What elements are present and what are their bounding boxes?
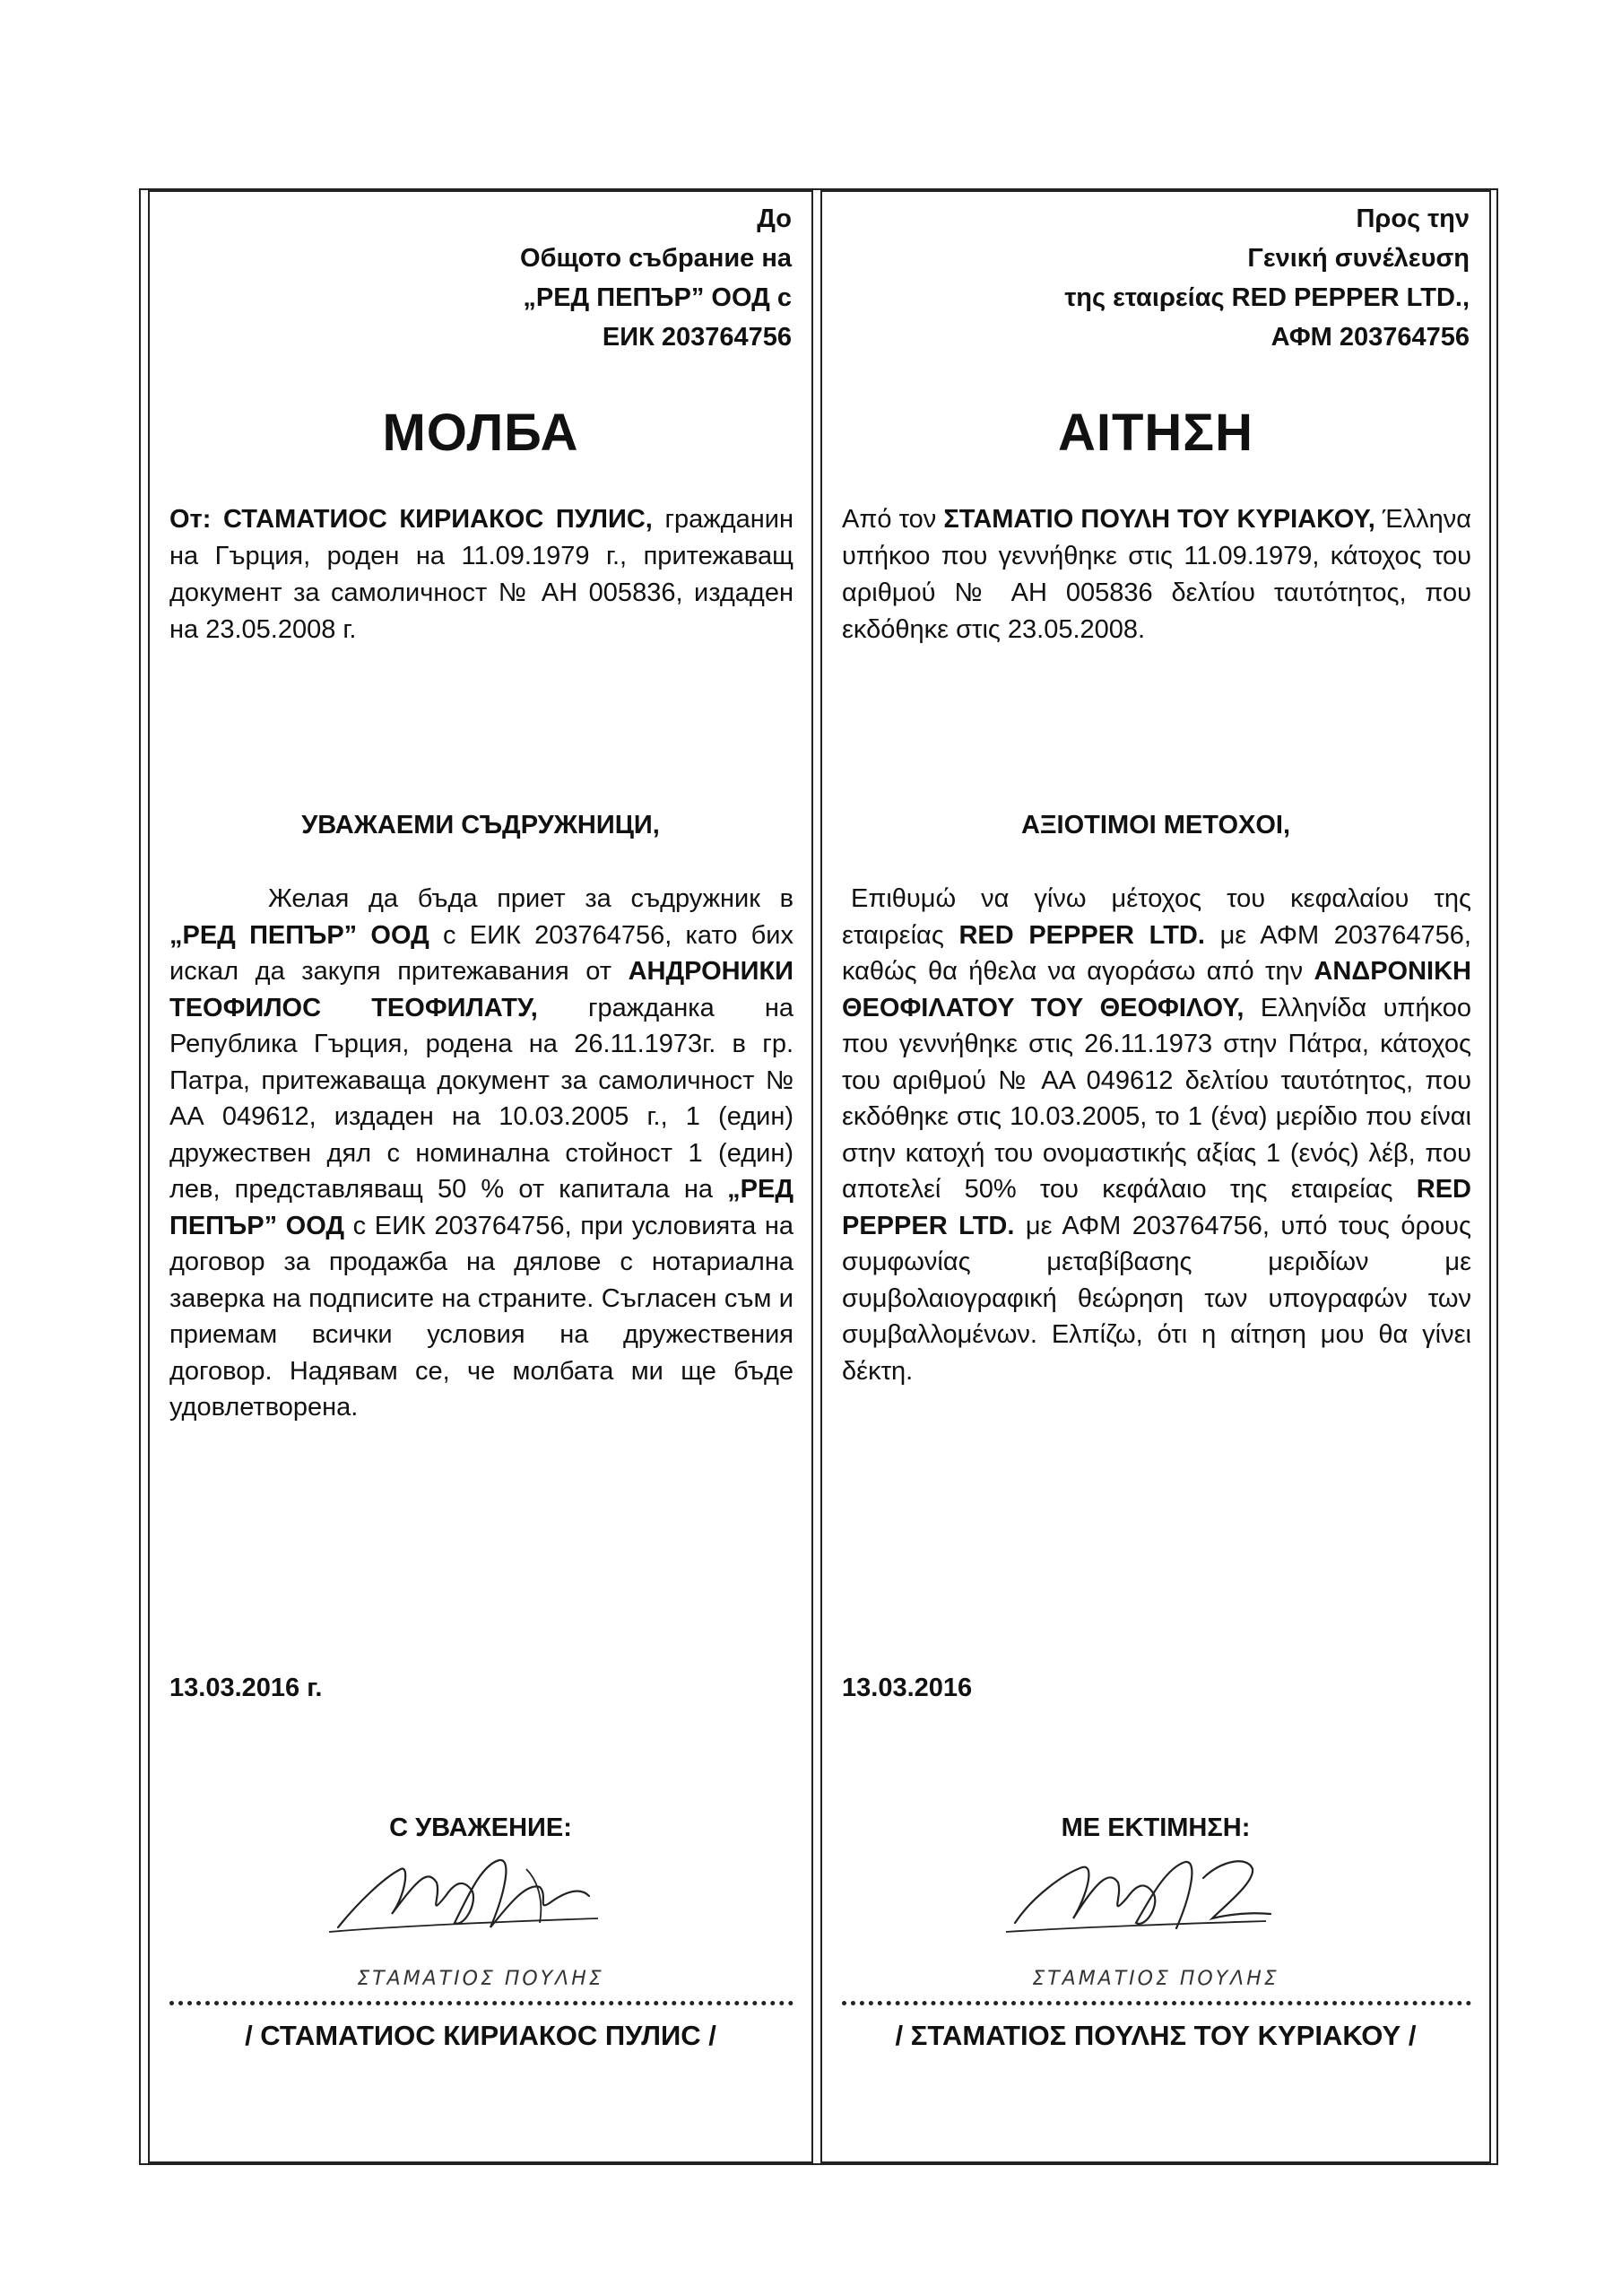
closing: ΜΕ ΕΚΤΙΜΗΣΗ: (1061, 1813, 1251, 1842)
request-body (169, 881, 793, 1426)
signature-image (993, 1842, 1279, 1950)
signature-dotted-line (169, 2001, 793, 2005)
addressee-line: ЕИК 203764756 (602, 323, 792, 352)
company-name: RED PEPPER LTD. (842, 1175, 1471, 1240)
body-text: гражданка на Република Гърция, родена на 26.11.1973г. в гр. Патра, притежаваща документ за самоличност № АА 049612, издаден на 10.03.2005 г., 1 (един) дружествен дял с номинална стойност 1 (един) лев, представляващ 50 % от капитала на (169, 993, 793, 1204)
handwritten-name: ΣΤΑΜΑΤΙΟΣ ΠΟΥΛΗΣ (357, 1968, 604, 1990)
document-title: ΑΙΤΗΣΗ (1057, 404, 1253, 462)
seller-name: ΑΝΔΡΟΝΙΚΗ ΘΕΟΦΙΛΑΤΟΥ ΤΟΥ ΘΕΟΦΙΛΟΥ, (842, 957, 1471, 1022)
handwritten-name: ΣΤΑΜΑΤΙΟΣ ΠΟΥΛΗΣ (1032, 1968, 1279, 1990)
addressee-line: До (757, 204, 792, 233)
body-text: Ελληνίδα υπήκοο που γεννήθηκε στις 26.11.1973 στην Πάτρα, κάτοχος του αριθμού № ΑΑ 049612 δελτίου ταυτότητος, που εκδόθηκε στις 10.03.2005, το 1 (ένα) μερίδιο που είναι στην κατοχή του ονομαστικής αξίας 1 (ενός) λέβ, που αποτελεί 50% του κεφάλαιο της εταιρείας (842, 993, 1471, 1204)
addressee-block (520, 199, 792, 357)
salutation: УВАЖАЕМИ СЪДРУЖНИЦИ, (301, 811, 660, 839)
seller-name: АНДРОНИКИ ТЕОФИЛОС ТЕОФИЛАТУ, (169, 957, 793, 1022)
body-text: με ΑΦΜ 203764756, υπό τους όρους συμφωνίας μεταβίβασης μεριδίων με συμβολαιογραφική θεώρηση των υπογραφών των συμβαλλομένων. Ελπίζω, ότι η αίτηση μου θα γίνει δέκτη. (842, 1211, 1471, 1386)
document-title: МОЛБА (382, 404, 579, 462)
applicant-block (842, 501, 1471, 648)
applicant-name: ΣΤΑΜΑΤΙΟ ΠΟΥΛΗ ΤΟΥ ΚΥΡΙΑΚΟΥ, (943, 505, 1375, 534)
salutation: ΑΞΙΟΤΙΜΟΙ ΜΕΤΟΧΟΙ, (1020, 811, 1291, 839)
body-text: Желая да бъда приет за съдружник в (268, 884, 793, 913)
company-name: RED PEPPER LTD. (958, 920, 1205, 950)
addressee-line: Общото събрание на (520, 244, 792, 273)
signatory-name: / СТАМАТИОС КИРИАКОС ПУЛИС / (245, 2020, 716, 2051)
from-label: Από τον (842, 505, 944, 534)
addressee-line: Προς την (1356, 204, 1470, 233)
signatory-name: / ΣΤΑΜΑΤΙΟΣ ΠΟΥΛΗΣ ΤΟΥ ΚΥΡΙΑΚΟΥ / (895, 2020, 1417, 2051)
addressee-line: της εταιρείας RED PEPPER LTD., (1064, 283, 1470, 312)
signature-dotted-line (842, 2001, 1471, 2005)
date: 13.03.2016 г. (169, 1674, 323, 1702)
greek-column (820, 190, 1491, 2163)
from-label: От: (169, 505, 212, 534)
bulgarian-column (148, 190, 813, 2163)
applicant-details: Έλληνα υπήκοο που γεννήθηκε στις 11.09.1979, κάτοχος του αριθμού № ΑΗ 005836 δελτίου ταυτότητος, που εκδόθηκε στις 23.05.2008. (842, 505, 1471, 644)
company-name: „РЕД ПЕПЪР” ООД (169, 920, 429, 950)
addressee-block (1064, 199, 1470, 357)
closing: С УВАЖЕНИЕ: (389, 1813, 572, 1842)
applicant-details: гражданин на Гърция, роден на 11.09.1979 г., притежаващ документ за самоличност № АН 005836, издаден на 23.05.2008 г. (169, 505, 793, 644)
signature-image (320, 1842, 607, 1950)
addressee-line: „РЕД ПЕПЪР” ООД с (523, 283, 792, 312)
body-text: με ΑΦΜ 203764756, καθώς θα ήθελα να αγοράσω από την (842, 920, 1471, 986)
request-body (842, 881, 1471, 1389)
date: 13.03.2016 (842, 1674, 973, 1702)
applicant-name: СТАМАТИОС КИРИАКОС ПУЛИС, (223, 505, 653, 534)
addressee-line: Γενική συνέλευση (1247, 244, 1470, 273)
addressee-line: ΑΦΜ 203764756 (1270, 323, 1470, 352)
applicant-block (169, 501, 793, 648)
body-text: с ЕИК 203764756, при условията на договор за продажба на дялове с нотариална заверка на подписите на страните. Съгласен съм и приемам всички условия на дружествения договор. Надявам се, че молбата ми ще бъде удовлетворена. (169, 1211, 793, 1422)
company-name: „РЕД ПЕПЪР” ООД (169, 1175, 793, 1240)
body-text: Επιθυμώ να γίνω μέτοχος του κεφαλαίου της εταιρείας (842, 884, 1471, 950)
body-text: с ЕИК 203764756, като бих искал да закупя притежавания от (169, 920, 793, 986)
